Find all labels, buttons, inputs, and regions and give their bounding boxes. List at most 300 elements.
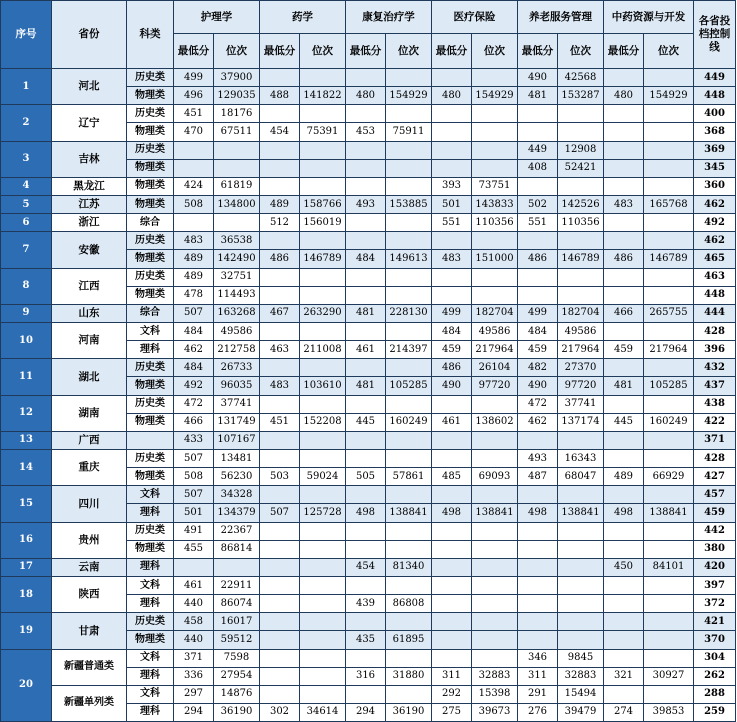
cell-min-score: [604, 649, 644, 667]
cell-control-line: 427: [694, 468, 736, 486]
row-subject: 物理类: [127, 177, 174, 195]
row-province: 新疆单列类: [52, 685, 127, 721]
table-row: [1, 576, 736, 594]
cell-rank: [300, 486, 346, 504]
cell-min-score: 493: [518, 449, 558, 467]
cell-control-line: 288: [694, 685, 736, 703]
cell-min-score: 480: [432, 87, 472, 105]
cell-rank: [214, 159, 260, 177]
row-province: 山东: [52, 304, 127, 322]
table-row: [1, 304, 736, 322]
cell-rank: 75391: [300, 123, 346, 141]
cell-rank: [644, 649, 694, 667]
cell-min-score: 291: [518, 685, 558, 703]
cell-min-score: [432, 268, 472, 286]
cell-rank: 86814: [214, 540, 260, 558]
cell-rank: [558, 558, 604, 576]
cell-control-line: 420: [694, 558, 736, 576]
cell-rank: [558, 576, 604, 594]
cell-rank: [644, 486, 694, 504]
cell-min-score: [260, 431, 300, 449]
cell-rank: [644, 613, 694, 631]
cell-min-score: [346, 576, 386, 594]
row-subject: 物理类: [127, 195, 174, 213]
cell-rank: 212758: [214, 341, 260, 359]
cell-min-score: [518, 232, 558, 250]
cell-rank: [386, 105, 432, 123]
cell-min-score: 467: [260, 304, 300, 322]
cell-rank: 52421: [558, 159, 604, 177]
cell-rank: [472, 486, 518, 504]
cell-min-score: [346, 159, 386, 177]
cell-rank: 182704: [558, 304, 604, 322]
cell-control-line: 368: [694, 123, 736, 141]
cell-min-score: [604, 322, 644, 340]
table-row: [1, 685, 736, 703]
row-subject: 历史类: [127, 359, 174, 377]
cell-rank: [386, 449, 432, 467]
cell-min-score: [260, 667, 300, 685]
row-subject: 物理类: [127, 87, 174, 105]
cell-rank: [300, 322, 346, 340]
row-seq: 1: [1, 69, 52, 105]
cell-rank: 263290: [300, 304, 346, 322]
row-seq: 3: [1, 141, 52, 177]
cell-rank: [644, 286, 694, 304]
header-min-score: 最低分: [174, 34, 214, 69]
row-seq: 14: [1, 449, 52, 485]
cell-rank: [472, 286, 518, 304]
cell-min-score: 492: [174, 377, 214, 395]
cell-rank: 57861: [386, 468, 432, 486]
row-subject: 理科: [127, 667, 174, 685]
cell-min-score: [260, 69, 300, 87]
cell-min-score: 276: [518, 703, 558, 721]
row-province: 江西: [52, 268, 127, 304]
cell-min-score: 481: [346, 304, 386, 322]
cell-min-score: [346, 540, 386, 558]
cell-rank: [644, 232, 694, 250]
cell-min-score: 551: [518, 214, 558, 232]
cell-rank: 16017: [214, 613, 260, 631]
cell-min-score: [604, 159, 644, 177]
cell-min-score: 551: [432, 214, 472, 232]
cell-rank: [386, 685, 432, 703]
table-row: [1, 649, 736, 667]
cell-min-score: 445: [604, 413, 644, 431]
cell-rank: 114493: [214, 286, 260, 304]
cell-min-score: 486: [432, 359, 472, 377]
cell-min-score: 461: [432, 413, 472, 431]
cell-rank: 103610: [300, 377, 346, 395]
cell-control-line: 437: [694, 377, 736, 395]
cell-rank: 153885: [386, 195, 432, 213]
row-subject: 历史类: [127, 395, 174, 413]
cell-min-score: [604, 286, 644, 304]
cell-min-score: 455: [174, 540, 214, 558]
cell-min-score: 466: [174, 413, 214, 431]
cell-min-score: [432, 395, 472, 413]
cell-min-score: 462: [174, 341, 214, 359]
cell-min-score: [604, 359, 644, 377]
cell-rank: 15398: [472, 685, 518, 703]
cell-rank: [644, 359, 694, 377]
cell-min-score: [260, 232, 300, 250]
row-subject: 历史类: [127, 268, 174, 286]
cell-rank: 160249: [644, 413, 694, 431]
cell-min-score: 336: [174, 667, 214, 685]
cell-control-line: 432: [694, 359, 736, 377]
cell-rank: 125728: [300, 504, 346, 522]
cell-rank: [644, 449, 694, 467]
header-rank: 位次: [300, 34, 346, 69]
cell-rank: 18176: [214, 105, 260, 123]
table-row: [1, 214, 736, 232]
row-subject: 历史类: [127, 522, 174, 540]
cell-min-score: [174, 558, 214, 576]
cell-rank: [214, 558, 260, 576]
cell-min-score: [604, 595, 644, 613]
cell-min-score: [260, 685, 300, 703]
cell-rank: 9845: [558, 649, 604, 667]
cell-control-line: 371: [694, 431, 736, 449]
cell-min-score: [518, 613, 558, 631]
cell-min-score: [260, 395, 300, 413]
cell-min-score: [432, 595, 472, 613]
cell-min-score: [518, 558, 558, 576]
cell-rank: 131749: [214, 413, 260, 431]
cell-rank: [214, 141, 260, 159]
table-row: [1, 449, 736, 467]
table-row: [1, 177, 736, 195]
cell-min-score: [346, 105, 386, 123]
cell-rank: [558, 522, 604, 540]
cell-rank: [472, 522, 518, 540]
cell-min-score: [518, 177, 558, 195]
cell-min-score: 486: [518, 250, 558, 268]
header-row-majors: [1, 1, 736, 34]
header-major-nursing: 护理学: [174, 1, 260, 34]
cell-rank: [558, 540, 604, 558]
cell-rank: 32883: [472, 667, 518, 685]
cell-rank: 134800: [214, 195, 260, 213]
cell-rank: 49586: [558, 322, 604, 340]
cell-rank: [472, 613, 518, 631]
cell-min-score: 485: [432, 468, 472, 486]
cell-rank: [300, 631, 346, 649]
cell-min-score: 451: [260, 413, 300, 431]
cell-rank: [386, 395, 432, 413]
cell-rank: 84101: [644, 558, 694, 576]
cell-rank: 142490: [214, 250, 260, 268]
cell-rank: 37741: [214, 395, 260, 413]
cell-control-line: 442: [694, 522, 736, 540]
cell-rank: 56230: [214, 468, 260, 486]
cell-rank: [300, 69, 346, 87]
row-subject: 综合: [127, 304, 174, 322]
cell-min-score: [518, 540, 558, 558]
cell-rank: 228130: [386, 304, 432, 322]
cell-min-score: 483: [174, 232, 214, 250]
cell-rank: [472, 576, 518, 594]
row-seq: 2: [1, 105, 52, 141]
cell-min-score: 483: [604, 195, 644, 213]
cell-rank: [300, 141, 346, 159]
cell-min-score: 371: [174, 649, 214, 667]
cell-rank: 96035: [214, 377, 260, 395]
cell-rank: [558, 486, 604, 504]
cell-rank: [644, 105, 694, 123]
cell-rank: 163268: [214, 304, 260, 322]
row-seq: 18: [1, 576, 52, 612]
cell-min-score: [260, 449, 300, 467]
header-rank: 位次: [214, 34, 260, 69]
cell-min-score: [432, 159, 472, 177]
cell-min-score: 512: [260, 214, 300, 232]
cell-min-score: [604, 395, 644, 413]
cell-control-line: 457: [694, 486, 736, 504]
cell-rank: 12908: [558, 141, 604, 159]
cell-rank: [300, 613, 346, 631]
row-subject: 历史类: [127, 105, 174, 123]
cell-min-score: [604, 631, 644, 649]
cell-min-score: [346, 322, 386, 340]
cell-min-score: [346, 449, 386, 467]
cell-min-score: 507: [174, 486, 214, 504]
cell-rank: [300, 232, 346, 250]
cell-min-score: 439: [346, 595, 386, 613]
cell-min-score: [518, 123, 558, 141]
cell-rank: [644, 595, 694, 613]
header-rank: 位次: [644, 34, 694, 69]
table-row: [1, 431, 736, 449]
cell-rank: [644, 395, 694, 413]
cell-control-line: 370: [694, 631, 736, 649]
cell-min-score: [432, 123, 472, 141]
row-province: 甘肃: [52, 613, 127, 649]
cell-rank: [472, 141, 518, 159]
cell-rank: 110356: [472, 214, 518, 232]
cell-min-score: [604, 232, 644, 250]
cell-min-score: [346, 69, 386, 87]
header-major-tcm-resources: 中药资源与开发: [604, 1, 694, 34]
cell-min-score: 440: [174, 595, 214, 613]
cell-min-score: 461: [174, 576, 214, 594]
cell-rank: 182704: [472, 304, 518, 322]
cell-rank: [386, 69, 432, 87]
row-seq: 20: [1, 649, 52, 722]
cell-rank: 138841: [386, 504, 432, 522]
cell-rank: [386, 613, 432, 631]
cell-min-score: 484: [518, 322, 558, 340]
cell-min-score: 487: [518, 468, 558, 486]
cell-min-score: [604, 123, 644, 141]
cell-control-line: 421: [694, 613, 736, 631]
cell-rank: [472, 123, 518, 141]
cell-rank: 143833: [472, 195, 518, 213]
cell-rank: [300, 449, 346, 467]
cell-rank: 134379: [214, 504, 260, 522]
cell-rank: [300, 540, 346, 558]
cell-min-score: [604, 214, 644, 232]
cell-control-line: 463: [694, 268, 736, 286]
cell-rank: [558, 431, 604, 449]
cell-min-score: 499: [174, 69, 214, 87]
cell-rank: [558, 232, 604, 250]
cell-min-score: [518, 286, 558, 304]
cell-rank: 160249: [386, 413, 432, 431]
cell-min-score: 484: [346, 250, 386, 268]
cell-min-score: 472: [174, 395, 214, 413]
header-major-elderly-care: 养老服务管理: [518, 1, 604, 34]
cell-rank: [386, 177, 432, 195]
cell-min-score: [432, 522, 472, 540]
cell-rank: [386, 431, 432, 449]
cell-rank: [472, 69, 518, 87]
cell-min-score: [346, 395, 386, 413]
cell-rank: 32751: [214, 268, 260, 286]
cell-min-score: [346, 685, 386, 703]
row-province: 云南: [52, 558, 127, 576]
cell-min-score: [518, 486, 558, 504]
cell-rank: [386, 268, 432, 286]
row-subject: [127, 431, 174, 449]
row-subject: 历史类: [127, 141, 174, 159]
cell-rank: [472, 431, 518, 449]
cell-min-score: [260, 141, 300, 159]
cell-rank: [300, 105, 346, 123]
cell-min-score: 499: [432, 304, 472, 322]
cell-min-score: [260, 159, 300, 177]
cell-control-line: 465: [694, 250, 736, 268]
cell-min-score: 489: [174, 268, 214, 286]
header-min-score: 最低分: [346, 34, 386, 69]
cell-min-score: 478: [174, 286, 214, 304]
cell-min-score: [260, 595, 300, 613]
cell-rank: [558, 631, 604, 649]
cell-min-score: [432, 431, 472, 449]
cell-control-line: 459: [694, 504, 736, 522]
cell-min-score: [346, 486, 386, 504]
cell-rank: 97720: [558, 377, 604, 395]
cell-rank: 13481: [214, 449, 260, 467]
cell-min-score: [518, 431, 558, 449]
cell-rank: [300, 359, 346, 377]
cell-rank: [386, 141, 432, 159]
cell-min-score: 275: [432, 703, 472, 721]
cell-min-score: 449: [518, 141, 558, 159]
cell-rank: [472, 105, 518, 123]
table-row: [1, 105, 736, 123]
cell-rank: [386, 322, 432, 340]
cell-rank: 26104: [472, 359, 518, 377]
cell-rank: [644, 159, 694, 177]
cell-rank: [644, 631, 694, 649]
cell-min-score: 459: [432, 341, 472, 359]
cell-rank: 32883: [558, 667, 604, 685]
cell-rank: [472, 649, 518, 667]
header-major-rehab: 康复治疗学: [346, 1, 432, 34]
cell-min-score: 458: [174, 613, 214, 631]
cell-rank: [558, 268, 604, 286]
cell-min-score: 346: [518, 649, 558, 667]
row-seq: 12: [1, 395, 52, 431]
cell-rank: 36190: [214, 703, 260, 721]
cell-rank: 67511: [214, 123, 260, 141]
cell-rank: 86808: [386, 595, 432, 613]
cell-min-score: 498: [604, 504, 644, 522]
cell-min-score: [260, 649, 300, 667]
cell-min-score: [346, 431, 386, 449]
cell-min-score: 450: [604, 558, 644, 576]
cell-rank: 61895: [386, 631, 432, 649]
cell-min-score: 433: [174, 431, 214, 449]
cell-min-score: [604, 576, 644, 594]
cell-control-line: 369: [694, 141, 736, 159]
cell-rank: 138841: [644, 504, 694, 522]
cell-min-score: 294: [174, 703, 214, 721]
cell-control-line: 449: [694, 69, 736, 87]
cell-rank: [644, 177, 694, 195]
row-subject: 理科: [127, 703, 174, 721]
row-province: 湖南: [52, 395, 127, 431]
cell-min-score: 501: [432, 195, 472, 213]
row-subject: 物理类: [127, 377, 174, 395]
cell-min-score: [604, 685, 644, 703]
cell-min-score: [432, 232, 472, 250]
cell-rank: [472, 159, 518, 177]
cell-rank: 34614: [300, 703, 346, 721]
cell-min-score: 482: [518, 359, 558, 377]
cell-rank: [558, 105, 604, 123]
cell-rank: [300, 558, 346, 576]
cell-rank: 42568: [558, 69, 604, 87]
cell-min-score: 480: [604, 87, 644, 105]
cell-rank: [386, 540, 432, 558]
cell-min-score: [432, 613, 472, 631]
cell-rank: 75911: [386, 123, 432, 141]
table-row: [1, 69, 736, 87]
cell-rank: 217964: [644, 341, 694, 359]
cell-min-score: [260, 558, 300, 576]
cell-min-score: 496: [174, 87, 214, 105]
cell-control-line: 438: [694, 395, 736, 413]
cell-rank: [472, 558, 518, 576]
cell-min-score: [432, 286, 472, 304]
cell-min-score: 274: [604, 703, 644, 721]
cell-rank: 146789: [558, 250, 604, 268]
cell-rank: 154929: [644, 87, 694, 105]
cell-rank: [558, 613, 604, 631]
cell-min-score: 498: [432, 504, 472, 522]
row-seq: 8: [1, 268, 52, 304]
cell-rank: 138841: [472, 504, 518, 522]
cell-min-score: 489: [260, 195, 300, 213]
table-row: [1, 141, 736, 159]
cell-rank: 151000: [472, 250, 518, 268]
cell-min-score: 408: [518, 159, 558, 177]
cell-rank: 138841: [558, 504, 604, 522]
cell-min-score: [518, 268, 558, 286]
cell-min-score: [346, 232, 386, 250]
table-row: [1, 359, 736, 377]
cell-rank: 49586: [472, 322, 518, 340]
row-province: 陕西: [52, 576, 127, 612]
cell-min-score: 297: [174, 685, 214, 703]
cell-min-score: [260, 631, 300, 649]
row-seq: 7: [1, 232, 52, 268]
cell-min-score: 480: [346, 87, 386, 105]
